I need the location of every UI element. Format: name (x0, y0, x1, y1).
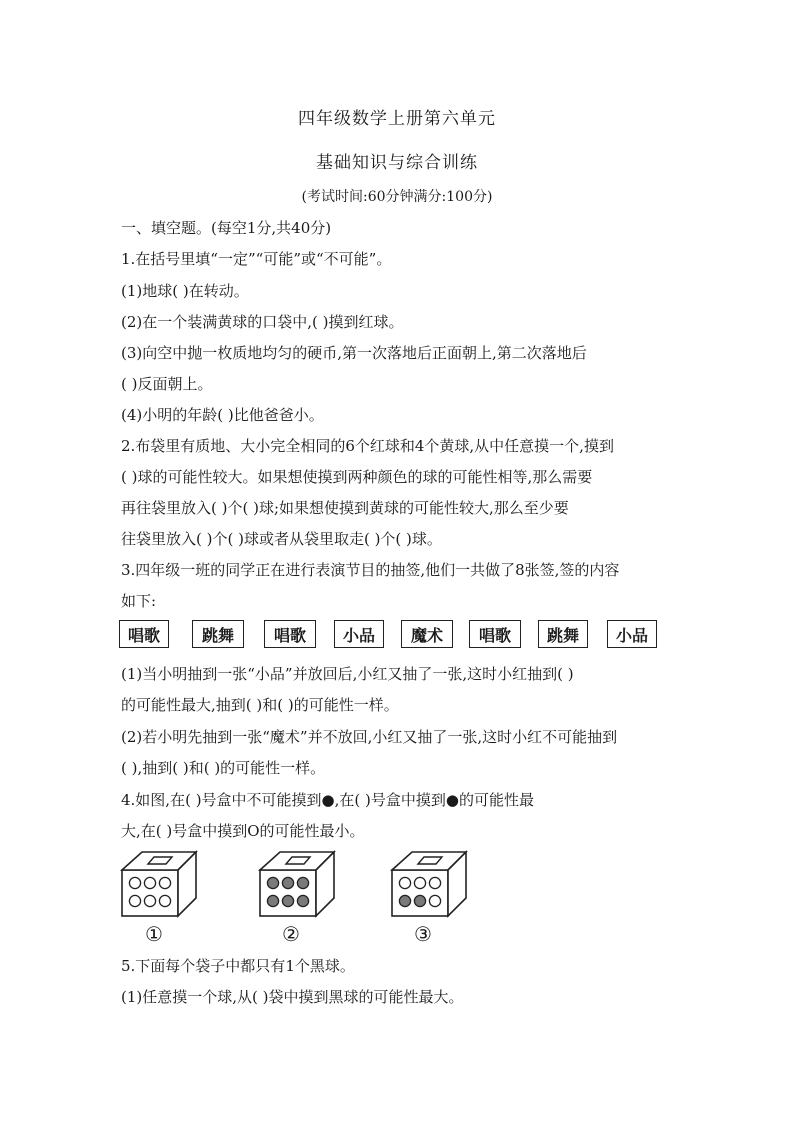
question-1-part-3-cont: ( )反面朝上。 (121, 375, 213, 393)
white-ball (129, 877, 140, 888)
gray-ball (297, 877, 308, 888)
white-ball (429, 895, 440, 906)
lottery-card: 跳舞 (192, 620, 244, 648)
gray-ball (267, 895, 278, 906)
box-3-cube (390, 850, 470, 920)
box-1-cube (120, 850, 200, 920)
box-3-label: ③ (414, 922, 432, 946)
gray-ball (282, 895, 293, 906)
question-2-line-2: ( )球的可能性较大。如果想使摸到两种颜色的球的可能性相等,那么需要 (121, 468, 593, 486)
page-subtitle: 基础知识与综合训练 (316, 153, 478, 173)
white-ball (144, 877, 155, 888)
question-3-stem: 3.四年级一班的同学正在进行表演节目的抽签,他们一共做了8张签,签的内容 (121, 561, 620, 579)
lottery-card: 小品 (607, 620, 657, 648)
lottery-card: 唱歌 (119, 620, 169, 648)
question-5-stem: 5.下面每个袋子中都只有1个黑球。 (121, 957, 355, 975)
gray-ball (267, 877, 278, 888)
question-1-part-4: (4)小明的年龄( )比他爸爸小。 (121, 406, 324, 424)
box-2-label: ② (282, 922, 300, 946)
question-3-part-2: (2)若小明先抽到一张“魔术”并不放回,小红又抽了一张,这时小红不可能抽到 (121, 728, 618, 746)
white-ball (129, 895, 140, 906)
lottery-card: 唱歌 (264, 620, 316, 648)
lottery-cards (119, 620, 659, 660)
section-heading: 一、填空题。(每空1分,共40分) (121, 219, 332, 237)
white-ball (414, 877, 425, 888)
question-3-part-1: (1)当小明抽到一张“小品”并放回后,小红又抽了一张,这时小红抽到( ) (121, 665, 574, 683)
gray-ball (414, 895, 425, 906)
white-ball (429, 877, 440, 888)
question-5-part-1: (1)任意摸一个球,从( )袋中摸到黑球的可能性最大。 (121, 988, 464, 1006)
question-2-line-4: 往袋里放入( )个( )球或者从袋里取走( )个( )球。 (121, 530, 442, 548)
question-4-line-2: 大,在( )号盒中摸到O的可能性最小。 (121, 822, 365, 840)
white-ball (399, 877, 410, 888)
question-3-part-2-cont: ( ),抽到( )和( )的可能性一样。 (121, 759, 326, 777)
lottery-card: 小品 (334, 620, 384, 648)
question-4-line-1: 4.如图,在( )号盒中不可能摸到●,在( )号盒中摸到●的可能性最 (121, 791, 534, 809)
question-1-part-2: (2)在一个装满黄球的口袋中,( )摸到红球。 (121, 313, 404, 331)
box-2-cube (258, 850, 338, 920)
question-3-stem-cont: 如下: (121, 592, 157, 610)
question-1-part-1: (1)地球( )在转动。 (121, 282, 249, 300)
gray-ball (399, 895, 410, 906)
page-title: 四年级数学上册第六单元 (298, 109, 496, 129)
question-2-line-1: 2.布袋里有质地、大小完全相同的6个红球和4个黄球,从中任意摸一个,摸到 (121, 437, 614, 455)
gray-ball (282, 877, 293, 888)
lottery-card: 唱歌 (469, 620, 521, 648)
white-ball (159, 877, 170, 888)
box-1-label: ① (145, 922, 163, 946)
question-1-stem: 1.在括号里填“一定”“可能”或“不可能”。 (121, 250, 392, 268)
lottery-card: 跳舞 (538, 620, 588, 648)
question-2-line-3: 再往袋里放入( )个( )球;如果想使摸到黄球的可能性较大,那么至少要 (121, 499, 569, 517)
question-1-part-3: (3)向空中抛一枚质地均匀的硬币,第一次落地后正面朝上,第二次落地后 (121, 344, 587, 362)
exam-info: (考试时间:60分钟满分:100分) (301, 189, 493, 205)
white-ball (159, 895, 170, 906)
question-3-part-1-cont: 的可能性最大,抽到( )和( )的可能性一样。 (121, 696, 399, 714)
gray-ball (297, 895, 308, 906)
lottery-card: 魔术 (401, 620, 453, 648)
white-ball (144, 895, 155, 906)
ball-boxes-figure (110, 850, 510, 950)
